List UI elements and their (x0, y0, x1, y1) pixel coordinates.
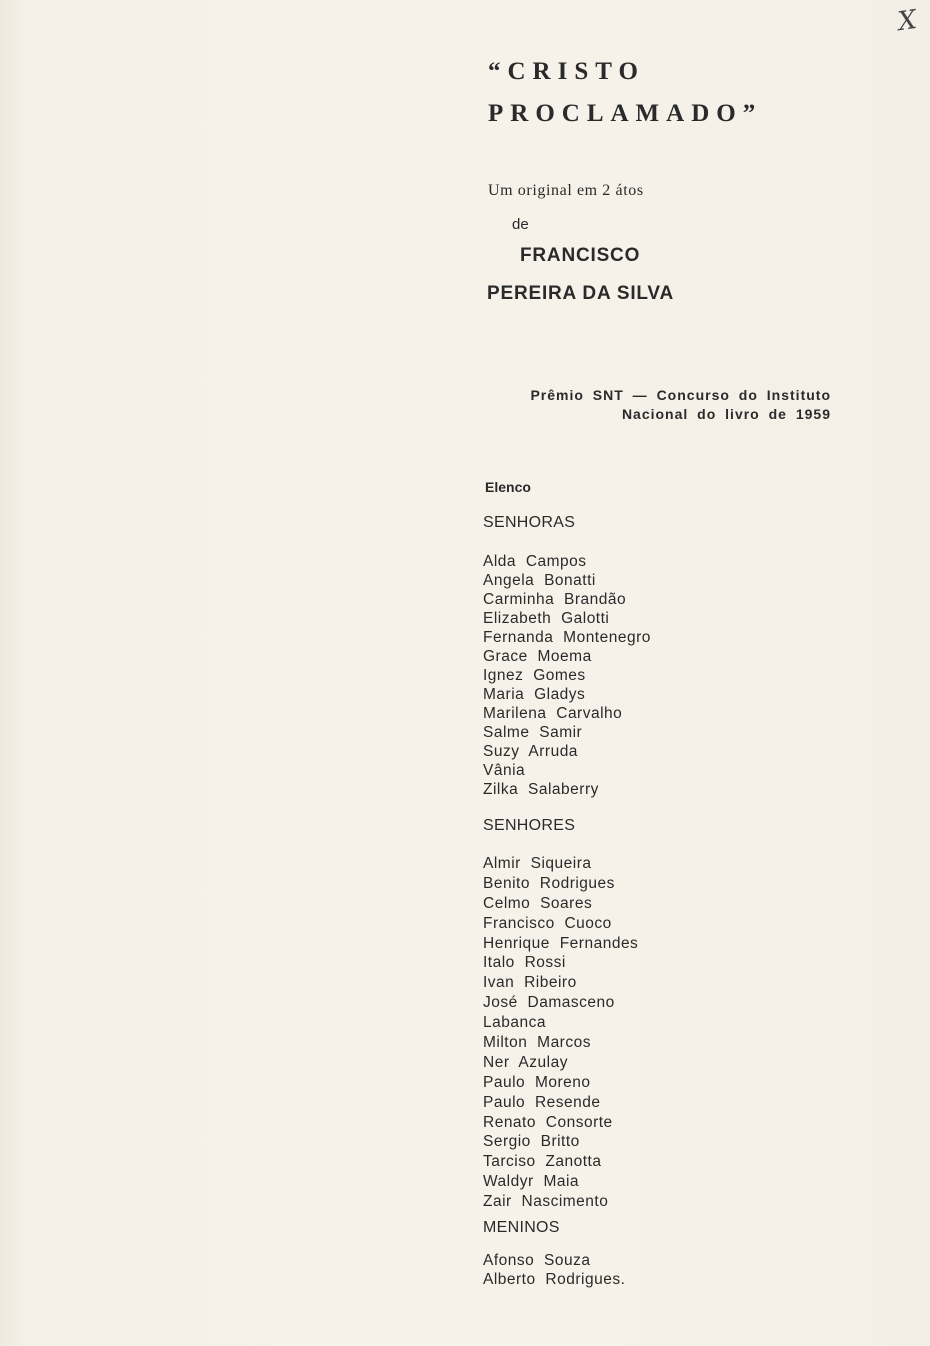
senhoras-heading: SENHORAS (483, 514, 576, 531)
cast-name: Grace Moema (483, 648, 592, 665)
cast-name: Francisco Cuoco (483, 914, 612, 932)
senhores-heading: SENHORES (483, 817, 576, 834)
cast-name: Tarciso Zanotta (483, 1153, 602, 1171)
author-name-line-2: PEREIRA DA SILVA (487, 283, 674, 304)
meninos-heading: MENINOS (483, 1219, 560, 1236)
senhoras-list (483, 552, 651, 799)
cast-name: Salme Samir (483, 724, 583, 741)
cast-name: Benito Rodrigues (483, 874, 615, 892)
cast-name: Vânia (483, 762, 526, 779)
cast-heading: Elenco (485, 479, 531, 495)
prize-note-line-1: Prêmio SNT — Concurso do Instituto (530, 387, 831, 403)
cast-name: Almir Siqueira (483, 855, 592, 872)
cast-name: Maria Gladys (483, 686, 586, 703)
cast-name: Waldyr Maia (483, 1173, 580, 1191)
cast-name: Celmo Soares (483, 894, 593, 912)
cast-name: Paulo Resende (483, 1093, 601, 1111)
cast-name: Renato Consorte (483, 1113, 613, 1131)
cast-name: Milton Marcos (483, 1034, 591, 1052)
cast-name: Ivan Ribeiro (483, 974, 577, 992)
cast-name: Labanca (483, 1014, 546, 1032)
meninos-list (483, 1251, 625, 1289)
by-label: de (512, 216, 529, 233)
cast-name: Henrique Fernandes (483, 934, 639, 952)
cast-name: Paulo Moreno (483, 1073, 591, 1091)
cast-name: Alda Campos (483, 553, 587, 570)
cast-name: Angela Bonatti (483, 572, 596, 589)
cast-name: Fernanda Montenegro (483, 629, 651, 646)
handwritten-corner-mark: X (896, 4, 919, 38)
play-subtitle: Um original em 2 átos (488, 182, 644, 199)
cast-name: Marilena Carvalho (483, 705, 623, 722)
cast-name: Alberto Rodrigues. (483, 1271, 626, 1288)
cast-name: Zair Nascimento (483, 1193, 609, 1211)
senhores-list (483, 854, 638, 1212)
play-title-line-1: “CRISTO (488, 58, 645, 85)
cast-name: Ignez Gomes (483, 667, 586, 684)
cast-name: Suzy Arruda (483, 743, 578, 760)
cast-name: José Damasceno (483, 994, 615, 1012)
cast-name: Ner Azulay (483, 1053, 568, 1071)
cast-name: Afonso Souza (483, 1252, 591, 1269)
prize-note-line-2: Nacional do livro de 1959 (621, 406, 831, 422)
play-title-line-2: PROCLAMADO” (488, 100, 763, 127)
cast-name: Zilka Salaberry (483, 781, 599, 798)
cast-name: Carminha Brandão (483, 591, 627, 608)
cast-name: Sergio Britto (483, 1133, 580, 1151)
cast-name: Italo Rossi (483, 954, 566, 972)
cast-name: Elizabeth Galotti (483, 610, 610, 627)
author-name-line-1: FRANCISCO (520, 245, 641, 266)
